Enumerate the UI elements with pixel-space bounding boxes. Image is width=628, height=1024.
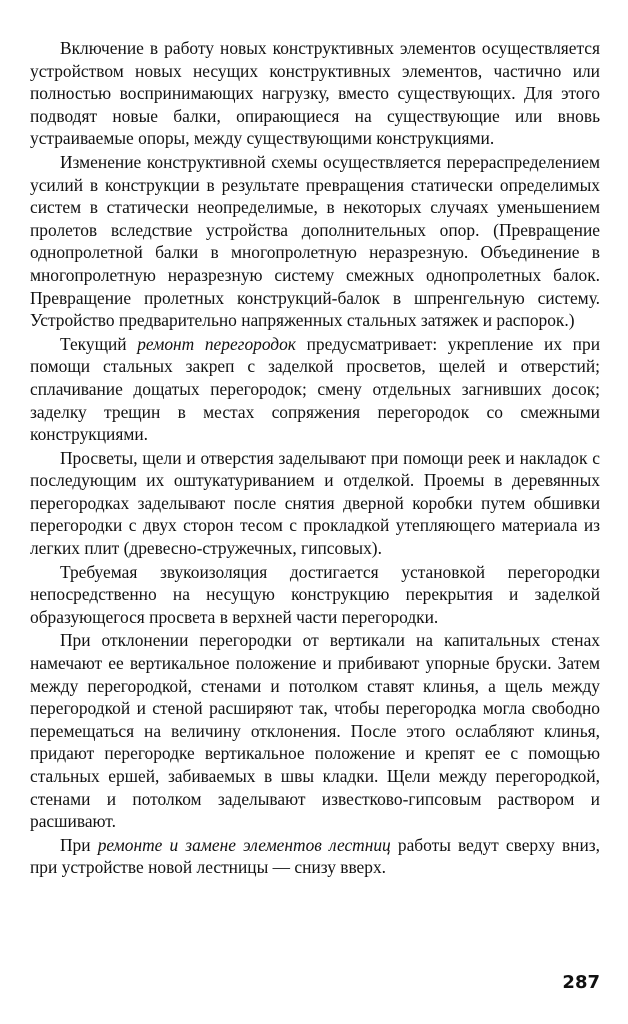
term-stairs-repair: ремонте и замене элементов лестниц [97,834,391,855]
paragraph-stairs [30,834,600,879]
paragraph-stairs-lead: При [60,834,98,855]
paragraph-partition-repair-lead: Текущий [60,333,138,354]
paragraph-structural-scheme: Изменение конструктивной схемы осуществляется перераспределением усилий в конструкции в результате превращения статически определимых систем в статически неопределимые, в некоторых случаях уменьшением пролетов вследствие устройства дополнительных опор. (Превращение однопролетной балки в многопролетную неразрезную. Объединение в многопролетную неразрезную систему смежных однопролетных балок. Превращение пролетных конструкций-балок в шпренгельную систему. Устройство предварительно напряженных стальных затяжек и распорок.) [30,151,600,331]
body-text [30,37,600,879]
paragraph-stairs-rest: работы ведут сверху вниз, при устройстве новой лестницы — снизу вверх. [30,834,600,878]
paragraph-vertical-deviation: При отклонении перегородки от вертикали на капитальных стенах намечают ее вертикальное положение и прибивают упорные бруски. Затем между перегородкой, стенами и потолком ставят клинья, а щель между перегородкой и стеной расширяют так, чтобы перегородка могла свободно перемещаться на величину отклонения. После этого ослабляют клинья, придают перегородке вертикальное положение и крепят ее с помощью стальных ершей, забиваемых в швы кладки. Щели между перегородкой, стенами и потолком заделывают известково-гипсовым раствором и расшивают. [30,630,600,832]
paragraph-gaps-openings: Просветы, щели и отверстия заделывают при помощи реек и накладок с последующим их оштукатуриванием и отделкой. Проемы в деревянных перегородках заделывают после снятия дверной коробки путем обшивки перегородки с двух сторон тесом с прокладкой утепляющего материала из легких плит (древесно-стружечных, гипсовых). [30,447,600,559]
paragraph-partition-repair-rest: предусматривает: укрепление их при помощи стальных закреп с заделкой просветов, щелей и отверстий; сплачивание дощатых перегородок; смену отдельных загнивших досок; заделку трещин в местах сопряжения перегородок со смежными конструкциями. [30,333,600,445]
term-partition-repair: ремонт перегородок [137,333,296,354]
page-number: 287 [562,972,600,993]
paragraph-partition-repair [30,333,600,446]
paragraph-new-elements: Включение в работу новых конструктивных элементов осуществляется устройством новых несущих конструктивных элементов, частично или полностью воспринимающих нагрузку, вместо существующих. Для этого подводят новые балки, опирающиеся на существующие или вновь устраиваемые опоры, между существующими конструкциями. [30,38,600,149]
paragraph-sound-insulation: Требуемая звукоизоляция достигается установкой перегородки непосредственно на несущую конструкцию перекрытия и заделкой образующегося просвета в верхней части перегородки. [30,561,600,627]
